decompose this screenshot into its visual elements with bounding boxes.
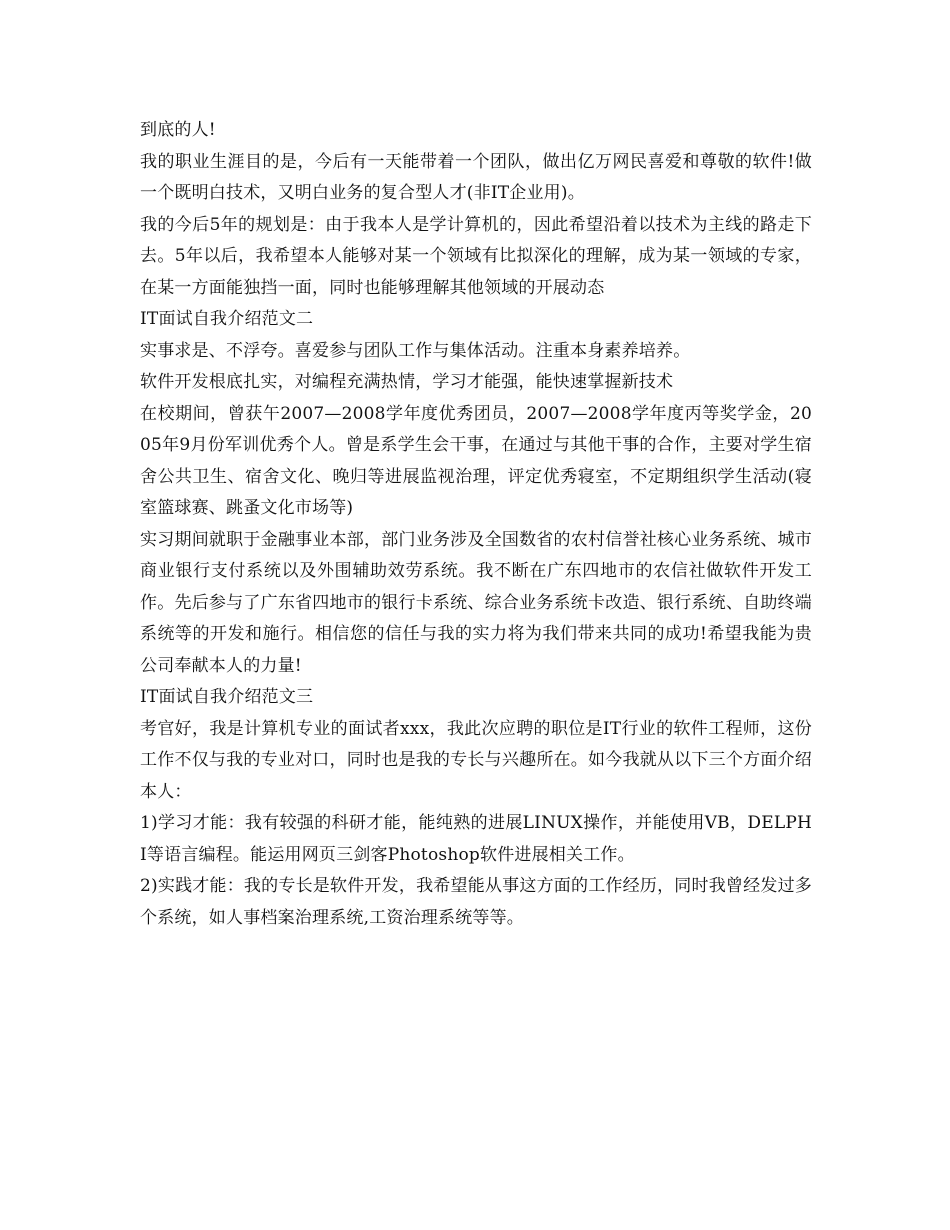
paragraph: 考官好，我是计算机专业的面试者xxx，我此次应聘的职位是IT行业的软件工程师，这份工作不仅与我的专业对口，同时也是我的专长与兴趣所在。如今我就从以下三个方面介绍本人： [140,718,812,802]
paragraph: 在校期间，曾获午2007—2008学年度优秀团员，2007—2008学年度丙等奖学金，2005年9月份军训优秀个人。曾是系学生会干事，在通过与其他干事的合作，主要对学生宿舍公共卫生、宿舍文化、晚归等进展监视治理，评定优秀寝室，不定期组织学生活动(寝室篮球赛、跳蚤文化市场等) [140,403,812,518]
section-heading-2: IT面试自我介绍范文二 [140,309,314,329]
paragraph: 软件开发根底扎实，对编程充满热情，学习才能强，能快速掌握新技术 [140,372,674,392]
paragraph: 2)实践才能：我的专长是软件开发，我希望能从事这方面的工作经历，同时我曾经发过多个系统，如人事档案治理系统,工资治理系统等等。 [140,876,812,928]
paragraph: 我的今后5年的规划是：由于我本人是学计算机的，因此希望沿着以技术为主线的路走下去。5年以后，我希望本人能够对某一个领域有比拟深化的理解，成为某一领域的专家，在某一方面能独挡一面，同时也能够理解其他领域的开展动态 [140,214,812,298]
paragraph: 我的职业生涯目的是，今后有一天能带着一个团队，做出亿万网民喜爱和尊敬的软件!做一个既明白技术，又明白业务的复合型人才(非IT企业用)。 [140,151,812,203]
paragraph: 实习期间就职于金融事业本部，部门业务涉及全国数省的农村信誉社核心业务系统、城市商业银行支付系统以及外围辅助效劳系统。我不断在广东四地市的农信社做软件开发工作。先后参与了广东省四地市的银行卡系统、综合业务系统卡改造、银行系统、自助终端系统等的开发和施行。相信您的信任与我的实力将为我们带来共同的成功!希望我能为贵公司奉献本人的力量! [140,529,812,676]
paragraph: 到底的人! [140,120,216,140]
document-body [140,115,812,934]
paragraph: 实事求是、不浮夸。喜爱参与团队工作与集体活动。注重本身素养培养。 [140,340,691,361]
paragraph: 1)学习才能：我有较强的科研才能，能纯熟的进展LINUX操作，并能使用VB，DELPHI等语言编程。能运用网页三剑客Photoshop软件进展相关工作。 [140,813,812,865]
section-heading-3: IT面试自我介绍范文三 [140,687,314,707]
